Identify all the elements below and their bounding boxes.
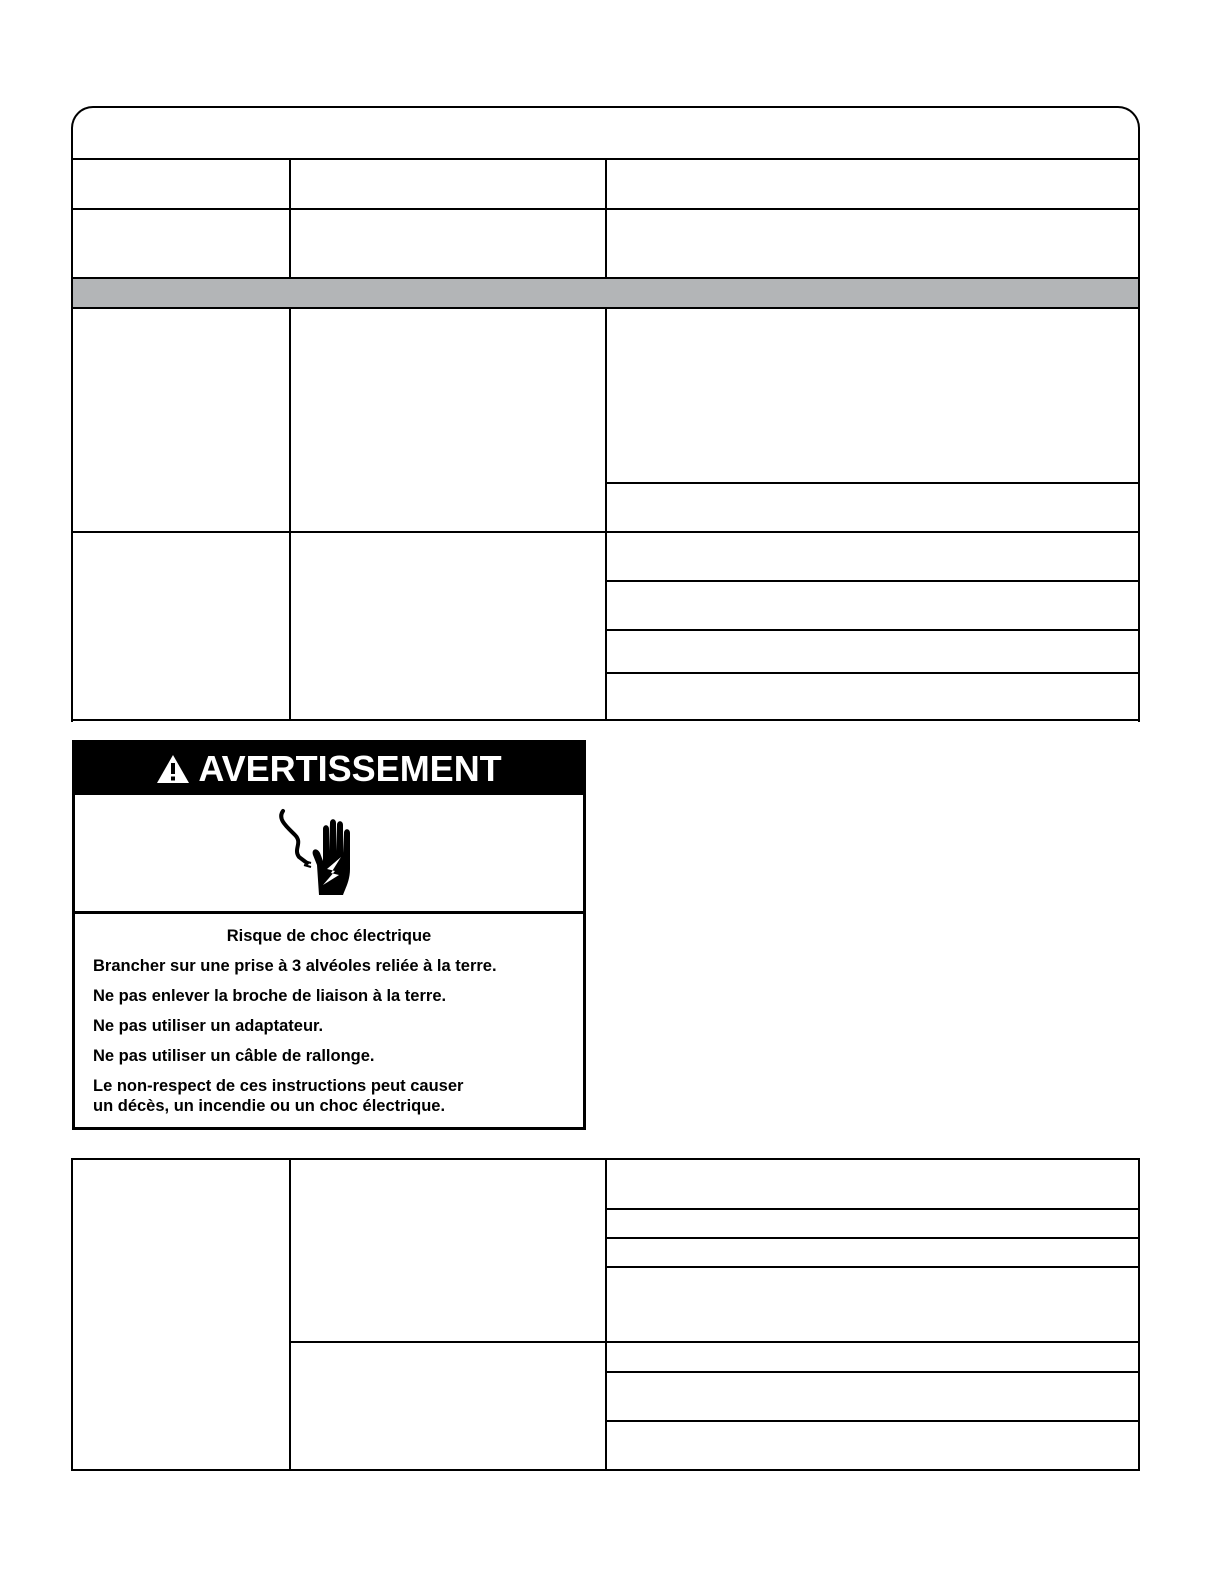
warning-line: Le non-respect de ces instructions peut causer un décès, un incendie ou un choc électrique. [93, 1077, 464, 1115]
section-band [73, 279, 1138, 307]
row-divider [289, 1341, 1140, 1343]
warning-heading: Risque de choc électrique [226, 927, 432, 945]
table-bottom-border [71, 1469, 1140, 1471]
row-divider [605, 580, 1140, 582]
warning-line: Ne pas utiliser un adaptateur. [93, 1017, 324, 1035]
table-left-border [71, 1158, 73, 1471]
row-divider [605, 1371, 1140, 1373]
table-right-border [1138, 150, 1140, 722]
row-divider [605, 672, 1140, 674]
warning-icon-area [75, 795, 583, 914]
column-divider [289, 158, 291, 278]
column-divider [289, 307, 291, 721]
warning-text [75, 914, 583, 1126]
row-divider [605, 1420, 1140, 1422]
table-right-border [1138, 1158, 1140, 1471]
warning-line: Brancher sur une prise à 3 alvéoles reliée à la terre. [93, 957, 497, 975]
warning-box [72, 740, 586, 1130]
top-table [0, 0, 1225, 725]
row-divider [605, 629, 1140, 631]
table-top-border [71, 1158, 1140, 1160]
warning-triangle-icon [156, 754, 190, 784]
column-divider [605, 1158, 607, 1471]
row-divider [605, 482, 1140, 484]
electrical-shock-hand-icon [273, 805, 363, 901]
warning-title: AVERTISSEMENT [198, 748, 502, 789]
column-divider [289, 1158, 291, 1471]
row-divider [605, 1237, 1140, 1239]
column-divider [605, 307, 607, 721]
row-divider [605, 1266, 1140, 1268]
table-left-border [71, 150, 73, 722]
row-divider [605, 1208, 1140, 1210]
column-divider [605, 158, 607, 278]
warning-line: Ne pas enlever la broche de liaison à la terre. [93, 987, 447, 1005]
warning-header [75, 743, 583, 795]
warning-line: Ne pas utiliser un câble de rallonge. [93, 1047, 375, 1065]
